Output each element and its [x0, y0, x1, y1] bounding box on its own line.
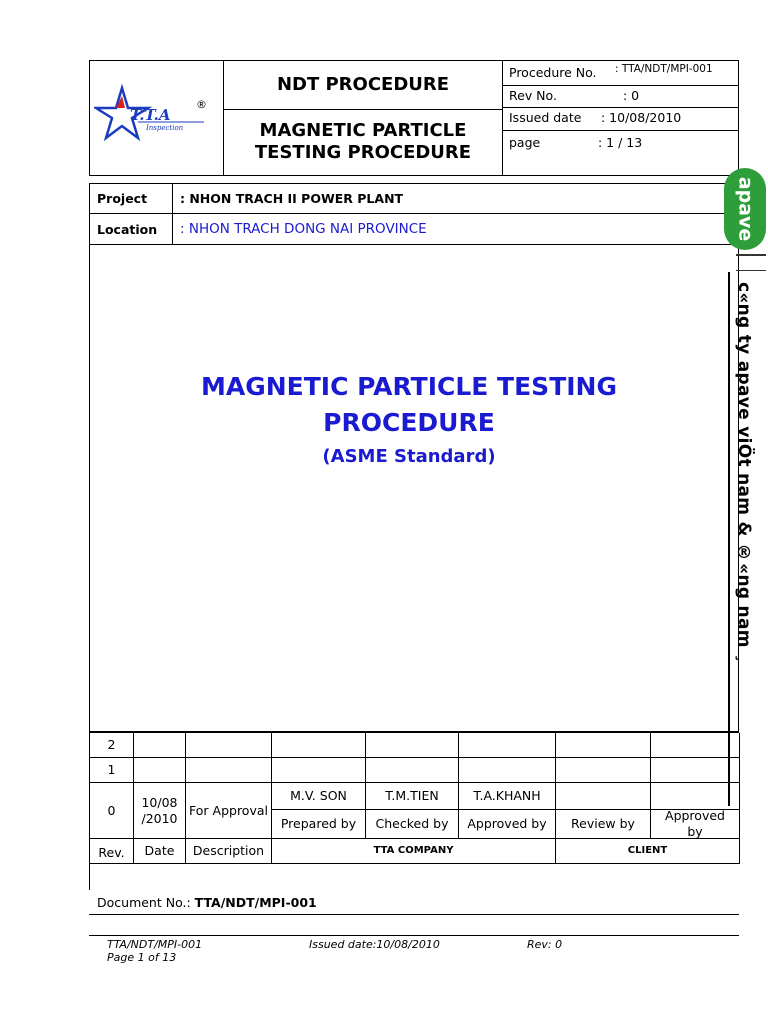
- rev-no-label: Rev No.: [509, 88, 557, 103]
- empty-cell: [366, 758, 459, 783]
- empty-cell: [556, 758, 651, 783]
- page-value: : 1 / 13: [598, 135, 643, 150]
- empty-cell: [651, 758, 740, 783]
- revision-table: [89, 732, 739, 890]
- empty-cell: [186, 758, 272, 783]
- document-no-label: Document No.:: [97, 895, 195, 910]
- rev-cell: 1: [90, 758, 134, 783]
- header-divider-2: [502, 60, 503, 176]
- document-no: [97, 895, 317, 910]
- approved-by-label: Approved by: [459, 810, 556, 839]
- apave-logo-icon: [724, 168, 766, 250]
- empty-cell: [459, 758, 556, 783]
- procedure-no-value: : TTA/NDT/MPI-001: [615, 63, 713, 75]
- description-cell: For Approval: [186, 783, 272, 839]
- project-label: Project: [97, 191, 148, 206]
- location-label: Location: [97, 222, 158, 237]
- tta-logo: [94, 82, 218, 144]
- header-divider-mid: [223, 109, 503, 110]
- logo-text: T.T.A: [130, 106, 171, 124]
- apave-vertical-text: c«ng ty apave viÖt nam & ®«ng nam ¸: [734, 282, 754, 663]
- empty-cell: [272, 758, 366, 783]
- apave-stamp: [724, 168, 768, 808]
- empty-cell: [556, 733, 651, 758]
- empty-cell: [651, 783, 740, 810]
- document-no-divider: [89, 914, 739, 915]
- location-row-divider: [89, 244, 739, 245]
- client-approved-by-label: Approved by: [651, 810, 740, 839]
- meta-divider-3: [502, 130, 739, 131]
- location-value: : NHON TRACH DONG NAI PROVINCE: [180, 221, 427, 237]
- date-cell: 10/08 /2010: [134, 783, 186, 839]
- prepared-by-label: Prepared by: [272, 810, 366, 839]
- project-value: : NHON TRACH II POWER PLANT: [180, 191, 404, 206]
- document-no-value: TTA/NDT/MPI-001: [194, 895, 317, 910]
- prepared-name-cell: M.V. SON: [272, 783, 366, 810]
- issued-date-value: : 10/08/2010: [601, 110, 682, 125]
- checked-name-cell: T.M.TIEN: [366, 783, 459, 810]
- main-title-line2: PROCEDURE: [323, 408, 495, 437]
- description-header: Description: [186, 839, 272, 864]
- meta-divider-1: [502, 85, 739, 86]
- apave-scribble: [736, 254, 766, 271]
- procedure-title-line1: MAGNETIC PARTICLE: [259, 120, 467, 141]
- issued-date-label: Issued date: [509, 110, 582, 125]
- footer-page: Page 1 of 13: [107, 951, 177, 964]
- rev-cell: 2: [90, 733, 134, 758]
- footer-issued-date: Issued date:10/08/2010: [309, 938, 440, 951]
- ndt-procedure-title: NDT PROCEDURE: [276, 74, 450, 95]
- procedure-title: [224, 120, 502, 164]
- project-row-divider: [89, 213, 739, 214]
- main-subtitle: (ASME Standard): [322, 446, 496, 467]
- date-header: Date: [134, 839, 186, 864]
- rev-cell: 0: [90, 783, 134, 839]
- empty-cell: [556, 783, 651, 810]
- procedure-title-line2: TESTING PROCEDURE: [254, 142, 472, 163]
- rev-no-value: : 0: [623, 88, 640, 103]
- apave-logo-text: apave: [734, 176, 757, 242]
- footer-rev: Rev: 0: [527, 938, 563, 951]
- label-col-divider: [172, 183, 173, 245]
- review-by-label: Review by: [556, 810, 651, 839]
- empty-cell: [186, 733, 272, 758]
- procedure-no-label: Procedure No.: [509, 65, 597, 80]
- meta-divider-2: [502, 107, 739, 108]
- logo-subtext: Inspection: [146, 124, 184, 132]
- empty-cell: [134, 758, 186, 783]
- footer-doc-no: TTA/NDT/MPI-001: [107, 938, 203, 951]
- page-label: page: [509, 135, 541, 150]
- checked-by-label: Checked by: [366, 810, 459, 839]
- rev-header: Rev.: [90, 839, 134, 864]
- approved-name-cell: T.A.KHANH: [459, 783, 556, 810]
- empty-cell: [651, 733, 740, 758]
- empty-cell: [272, 733, 366, 758]
- empty-cell: [459, 733, 556, 758]
- empty-cell: [134, 733, 186, 758]
- empty-cell: [366, 733, 459, 758]
- main-title-line1: MAGNETIC PARTICLE TESTING: [200, 372, 617, 401]
- client-header: CLIENT: [556, 839, 740, 864]
- footer-divider: [89, 935, 739, 936]
- logo-registered: ®: [196, 98, 207, 111]
- tta-company-header: TTA COMPANY: [272, 839, 556, 864]
- main-title: [89, 369, 729, 441]
